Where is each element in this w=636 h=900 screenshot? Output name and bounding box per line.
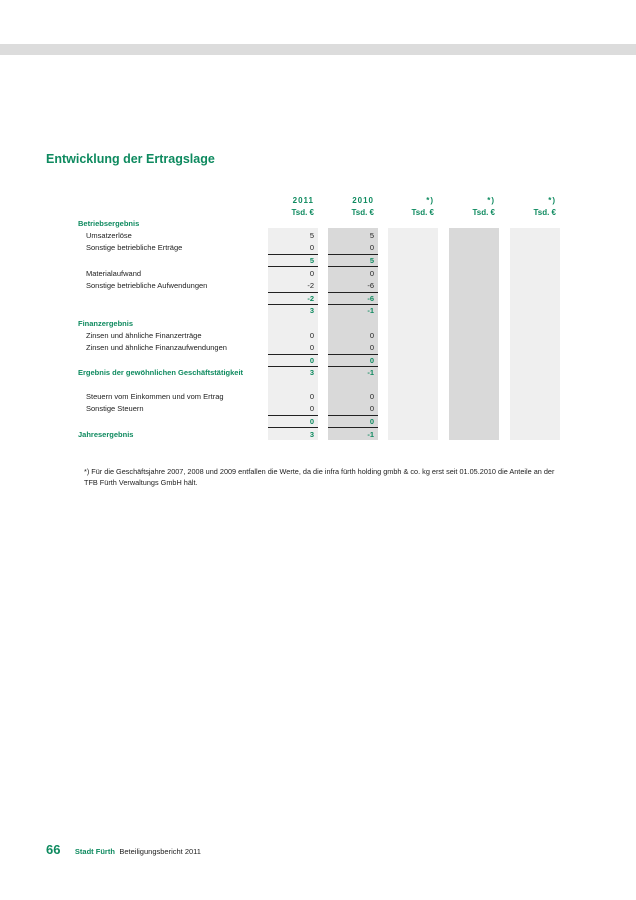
- underline: [268, 354, 318, 355]
- underline: [328, 427, 378, 428]
- cell-zinsaufwand-2010: 0: [369, 343, 374, 352]
- underline: [268, 366, 318, 367]
- cell-sum-aufwand-2011: -2: [307, 294, 314, 303]
- cell-sum-steuern-2010: 0: [369, 417, 374, 426]
- underline: [328, 415, 378, 416]
- row-label-materialaufwand: Materialaufwand: [86, 269, 142, 278]
- section-finanzergebnis: Finanzergebnis: [78, 319, 134, 328]
- cell-egt-2011: 3: [309, 368, 314, 377]
- cell-steuern-ee-2010: 0: [369, 392, 374, 401]
- row-label-sonst-ertraege: Sonstige betriebliche Erträge: [86, 243, 183, 252]
- col-bg-3: [388, 228, 438, 440]
- row-label-zinsaufwand: Zinsen und ähnliche Finanzaufwendungen: [86, 343, 227, 352]
- cell-sonst-aufwand-2010: -6: [367, 281, 374, 290]
- cell-sum-finanz-2011: 0: [309, 356, 314, 365]
- row-label-jahresergebnis: Jahresergebnis: [78, 430, 134, 439]
- underline: [268, 415, 318, 416]
- row-label-zinsertraege: Zinsen und ähnliche Finanzerträge: [86, 331, 202, 340]
- col-header-year-1: 2011: [292, 196, 314, 205]
- cell-jahresergebnis-2010: -1: [367, 430, 374, 439]
- cell-sonst-steuern-2010: 0: [369, 404, 374, 413]
- page-number: 66: [46, 842, 61, 857]
- underline: [268, 292, 318, 293]
- row-label-sonst-aufwand: Sonstige betriebliche Aufwendungen: [86, 281, 208, 290]
- cell-steuern-ee-2011: 0: [309, 392, 314, 401]
- row-label-umsatzerloese: Umsatzerlöse: [86, 231, 132, 240]
- cell-materialaufwand-2011: 0: [309, 269, 314, 278]
- footer-city: Stadt Fürth: [74, 847, 115, 856]
- cell-sum-steuern-2011: 0: [309, 417, 314, 426]
- cell-jahresergebnis-2011: 3: [309, 430, 314, 439]
- cell-sum-betrieb-2010: -1: [367, 306, 374, 315]
- underline: [328, 354, 378, 355]
- cell-sum-finanz-2010: 0: [369, 356, 374, 365]
- cell-sum-aufwand-2010: -6: [367, 294, 374, 303]
- underline: [268, 266, 318, 267]
- cell-sum-ertraege-2011: 5: [309, 256, 314, 265]
- cell-sonst-aufwand-2011: -2: [307, 281, 314, 290]
- col-header-unit-3: Tsd. €: [411, 208, 434, 217]
- cell-sonst-ertraege-2011: 0: [309, 243, 314, 252]
- col-header-year-4: *): [487, 196, 495, 205]
- cell-sum-betrieb-2011: 3: [309, 306, 314, 315]
- row-label-egt: Ergebnis der gewöhnlichen Geschäftstätigkeit: [78, 368, 244, 377]
- underline: [328, 254, 378, 255]
- cell-egt-2010: -1: [367, 368, 374, 377]
- col-header-unit-4: Tsd. €: [472, 208, 495, 217]
- col-bg-4: [449, 228, 499, 440]
- col-header-year-5: *): [548, 196, 556, 205]
- underline: [328, 266, 378, 267]
- page-title: Entwicklung der Ertragslage: [46, 152, 215, 166]
- cell-sonst-steuern-2011: 0: [309, 404, 314, 413]
- cell-umsatzerloese-2010: 5: [369, 231, 374, 240]
- footnote: *) Für die Geschäftsjahre 2007, 2008 und 2009 entfallen die Werte, da die infra fürth holding gmbh & co. kg erst seit 01.05.2010 die Anteile an der TFB Fürth Verwaltungs GmbH hält.: [84, 467, 555, 487]
- cell-materialaufwand-2010: 0: [369, 269, 374, 278]
- col-header-unit-5: Tsd. €: [533, 208, 556, 217]
- col-header-year-3: *): [426, 196, 434, 205]
- cell-zinsertraege-2011: 0: [309, 331, 314, 340]
- col-header-unit-2: Tsd. €: [351, 208, 374, 217]
- underline: [328, 292, 378, 293]
- underline: [268, 304, 318, 305]
- cell-sum-ertraege-2010: 5: [369, 256, 374, 265]
- col-bg-5: [510, 228, 560, 440]
- row-label-sonst-steuern: Sonstige Steuern: [86, 404, 144, 413]
- section-betriebsergebnis: Betriebsergebnis: [78, 219, 140, 228]
- top-bar: [0, 44, 636, 55]
- col-header-unit-1: Tsd. €: [291, 208, 314, 217]
- underline: [328, 366, 378, 367]
- cell-zinsertraege-2010: 0: [369, 331, 374, 340]
- underline: [268, 254, 318, 255]
- page-footer: [46, 841, 201, 859]
- cell-zinsaufwand-2011: 0: [309, 343, 314, 352]
- cell-sonst-ertraege-2010: 0: [369, 243, 374, 252]
- col-header-year-2: 2010: [352, 196, 374, 205]
- footer-doc-title: Beteiligungsbericht 2011: [119, 847, 201, 856]
- underline: [268, 427, 318, 428]
- underline: [328, 304, 378, 305]
- cell-umsatzerloese-2011: 5: [309, 231, 314, 240]
- row-label-steuern-ee: Steuern vom Einkommen und vom Ertrag: [86, 392, 224, 401]
